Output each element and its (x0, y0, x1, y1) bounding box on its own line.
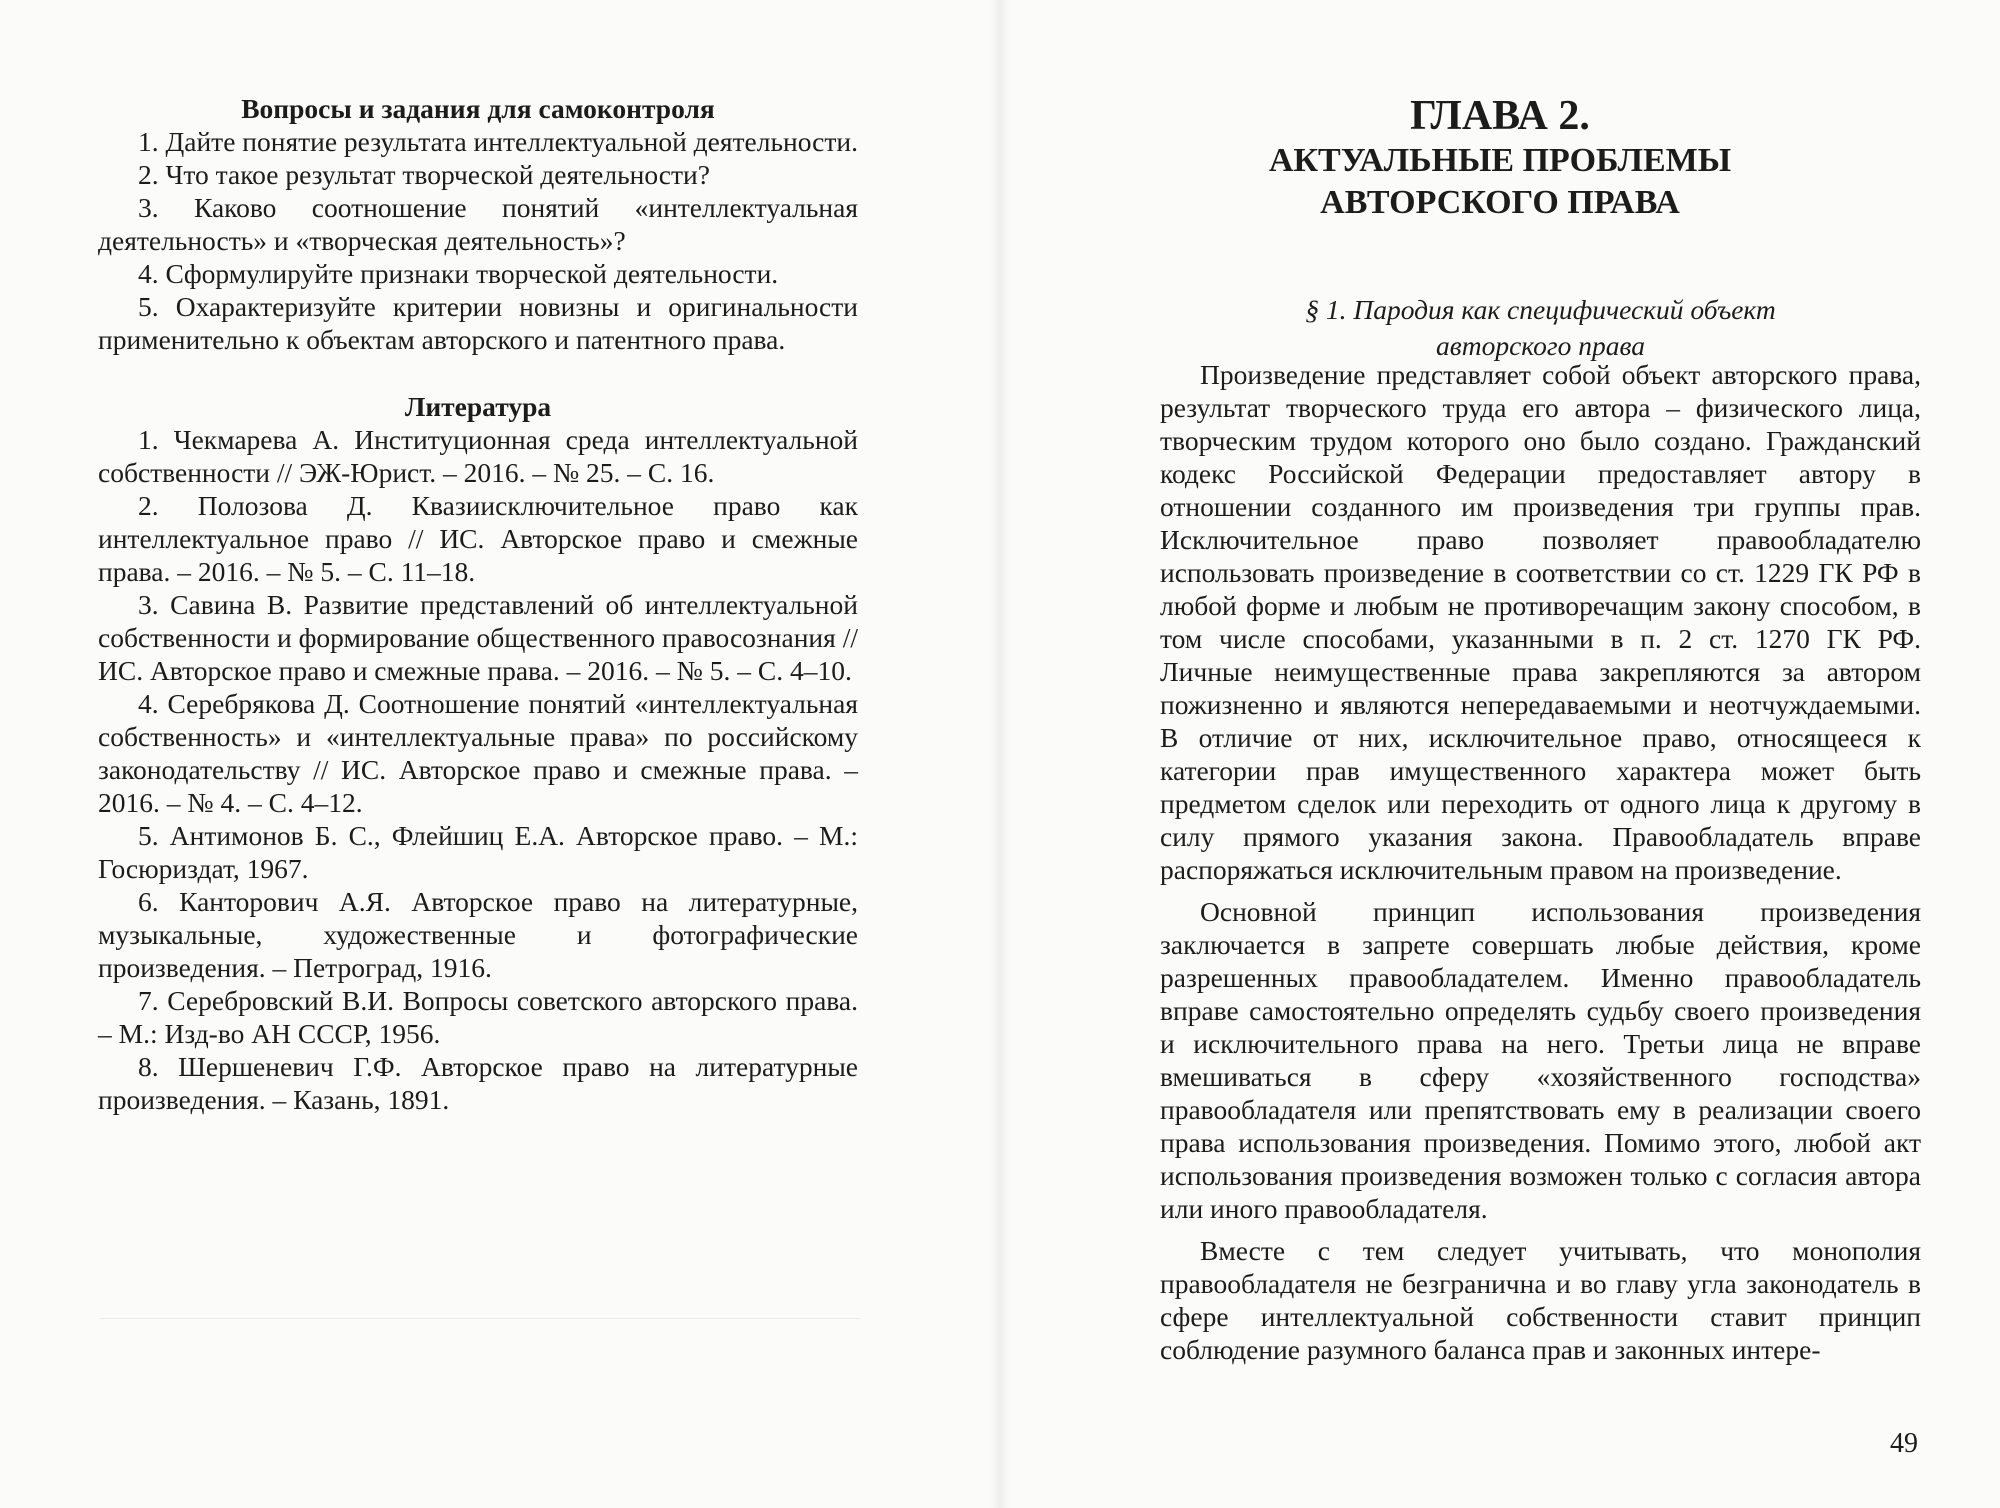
page-number: 49 (1890, 1428, 1918, 1459)
literature-item: 7. Серебровский В.И. Вопросы советского авторского права. – М.: Изд-во АН СССР, 1956. (98, 985, 858, 1049)
section-title (1160, 292, 1921, 364)
literature-item: 8. Шершеневич Г.Ф. Авторское право на литературные произведения. – Казань, 1891. (98, 1051, 858, 1115)
literature-item: 2. Полозова Д. Квазиисключительное право как интеллектуальное право // ИС. Авторское право и смежные права. – 2016. – № 5. – С. 11–18. (98, 490, 858, 587)
chapter-number: ГЛАВА 2. (1410, 93, 1590, 139)
question-item: 5. Охарактеризуйте критерии новизны и оригинальности применительно к объектам авторского и патентного права. (98, 291, 858, 355)
body-paragraph: Произведение представляет собой объект авторского права, результат творческого труда его автора – физического лица, творческим трудом которого оно было создано. Гражданский кодекс Российской Федерации предоставляет автору в отношении созданного им произведения три группы прав. Исключительное право позволяет правообладателю использовать произведение в соответствии со ст. 1229 ГК РФ в любой форме и любым не противоречащим закону способом, в том числе способами, указанными в п. 2 ст. 1270 ГК РФ. Личные неимущественные права закрепляются за автором пожизненно и являются непередаваемыми и неотчуждаемыми. В отличие от них, исключительное право, относящееся к категории прав имущественного характера может быть предметом сделок или переходить от одного лица к другому в силу прямого указания закона. Правообладатель вправе распоряжаться исключительным правом на произведение. (1160, 359, 1921, 885)
chapter-title-line: АВТОРСКОГО ПРАВА (1320, 184, 1680, 221)
right-body-text (1160, 358, 1921, 1366)
literature-item: 4. Серебрякова Д. Соотношение понятий «интеллектуальная собственность» и «интеллектуальные права» по российскому законодательству // ИС. Авторское право и смежные права. – 2016. – № 4. – С. 4–12. (98, 688, 858, 818)
left-column (98, 92, 858, 1116)
questions-heading: Вопросы и задания для самоконтроля (241, 93, 715, 124)
literature-heading: Литература (404, 391, 552, 422)
section-title-line: авторского права (1436, 330, 1645, 361)
literature-item: 5. Антимонов Б. С., Флейшиц Е.А. Авторское право. – М.: Госюриздат, 1967. (98, 820, 858, 884)
question-item: 3. Каково соотношение понятий «интеллектуальная деятельность» и «творческая деятельность»? (98, 192, 858, 256)
question-item: 1. Дайте понятие результата интеллектуальной деятельности. (138, 126, 858, 157)
question-item: 4. Сформулируйте признаки творческой деятельности. (138, 258, 779, 289)
chapter-title (1000, 140, 2000, 224)
right-page (1000, 0, 2000, 1508)
section-title-line: § 1. Пародия как специфический объект (1305, 294, 1776, 325)
literature-item: 3. Савина В. Развитие представлений об интеллектуальной собственности и формирование общественного правосознания // ИС. Авторское право и смежные права. – 2016. – № 5. – С. 4–10. (98, 589, 858, 686)
body-paragraph: Вместе с тем следует учитывать, что монополия правообладателя не безгранична и во главу угла законодатель в сфере интеллектуальной собственности ставит принцип соблюдение разумного баланса прав и законных интере- (1160, 1235, 1921, 1365)
bleed-through-line (100, 1318, 860, 1319)
chapter-title-line: АКТУАЛЬНЫЕ ПРОБЛЕМЫ (1268, 142, 1732, 179)
literature-item: 1. Чекмарева А. Институционная среда интеллектуальной собственности // ЭЖ-Юрист. – 2016. – № 25. – С. 16. (98, 424, 858, 488)
question-item: 2. Что такое результат творческой деятельности? (138, 159, 710, 190)
literature-item: 6. Канторович А.Я. Авторское право на литературные, музыкальные, художественные и фотографические произведения. – Петроград, 1916. (98, 886, 858, 983)
body-paragraph: Основной принцип использования произведения заключается в запрете совершать любые действия, кроме разрешенных правообладателем. Именно правообладатель вправе самостоятельно определять судьбу своего произведения и исключительного права на него. Третьи лица не вправе вмешиваться в сферу «хозяйственного господства» правообладателя или препятствовать ему в реализации своего права использования произведения. Помимо этого, любой акт использования произведения возможен только с согласия автора или иного правообладателя. (1160, 896, 1921, 1224)
